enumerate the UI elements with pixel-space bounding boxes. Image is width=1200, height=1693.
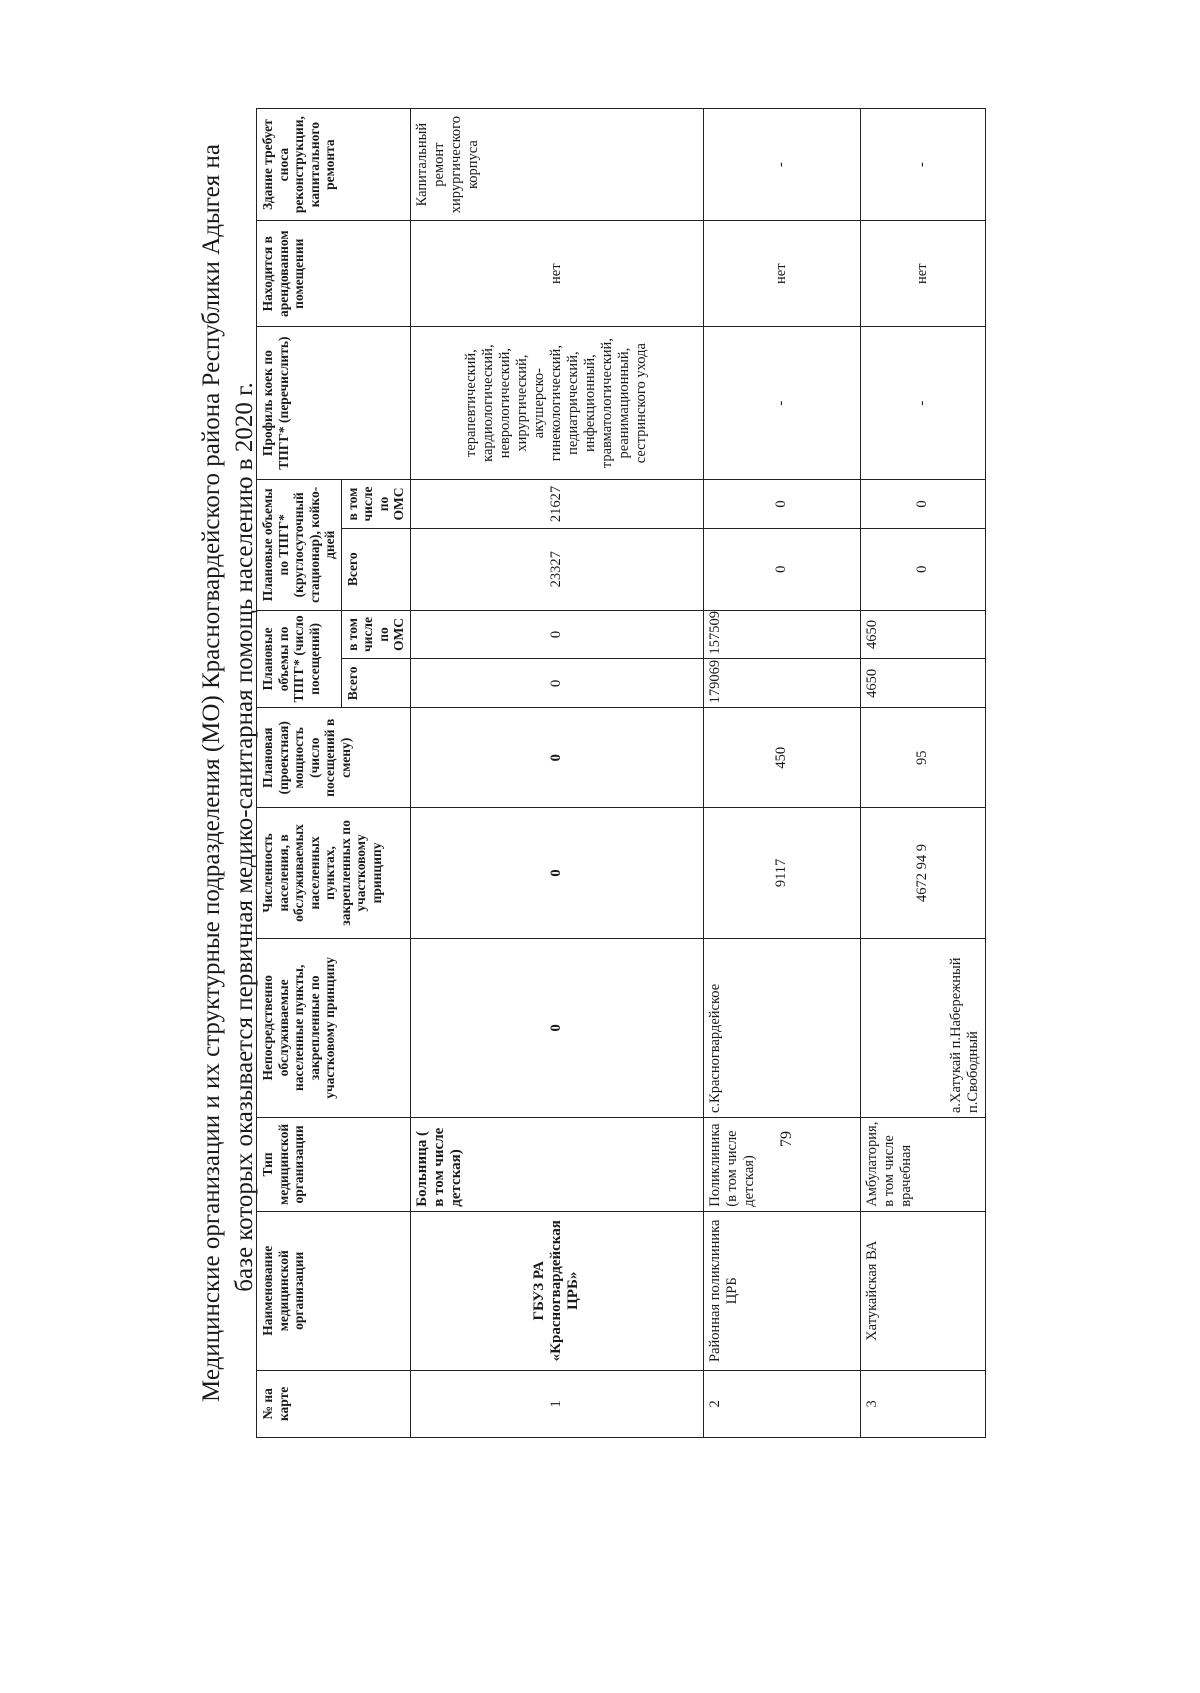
medical-organizations-table [256,108,986,1438]
cell-repair: - [860,109,985,221]
cell-name: Хатукайская ВА [860,1211,985,1370]
cell-capacity: 450 [703,708,860,808]
cell-visits-total: 4650 [860,659,985,708]
table-row [410,109,703,1438]
cell-num: 3 [860,1370,985,1437]
cell-profile: - [860,327,985,480]
title-line-1: Медицинские организации и их структурные подразделения (МО) Красногвардейского района Республики Адыгея на [198,144,225,1402]
cell-name: Районная поликлиника ЦРБ [703,1211,860,1370]
cell-beds-oms: 0 [860,480,985,529]
cell-beds-total: 23327 [410,528,703,610]
cell-visits-oms: 4650 [860,610,985,659]
header-num: № на карте [257,1370,411,1437]
header-visits-oms: в том числе по ОМС [341,610,410,659]
title-line-2: базе которых оказывается первичная медико-санитарная помощь населению в 2020 г. [231,382,258,1292]
header-visits-group: Плановые объемы по ТПГГ* (число посещений) [257,610,342,708]
header-row-1 [257,109,342,1438]
table-row [703,109,860,1438]
header-population: Численность населения, в обслуживаемых населенных пунктах, закрепленных по участковому принципу [257,808,411,938]
cell-visits-total: 0 [410,659,703,708]
cell-repair: - [703,109,860,221]
cell-beds-total: 0 [703,528,860,610]
header-beds-oms: в том числе по ОМС [341,480,410,529]
cell-type: Поликлиника (в том числе детская) [703,1118,860,1212]
cell-beds-total: 0 [860,528,985,610]
cell-visits-oms: 0 [410,610,703,659]
cell-name: ГБУЗ РА «Красногвардейская ЦРБ» [410,1211,703,1370]
header-capacity: Плановая (проектная) мощность (число посещений в смену) [257,708,411,808]
cell-population: 4672 94 9 [860,808,985,938]
rotated-page [0,30,1200,1670]
header-name: Наименование медицинской организации [257,1211,411,1370]
cell-repair: Капитальный ремонт хирургического корпуса [410,109,703,221]
cell-visits-total: 179069 [703,659,860,708]
cell-num: 1 [410,1370,703,1437]
cell-visits-oms: 157509 [703,610,860,659]
header-beds-total: Всего [341,528,410,610]
cell-type: Больница ( в том числе детская) [410,1118,703,1212]
cell-type: Амбулатория, в том числе врачебная [860,1118,985,1212]
page-number: 79 [778,1131,795,1147]
header-beds-group: Плановые объемы по ТПГГ* (круглосуточный стационар), койко-дней [257,480,342,610]
header-repair: Здание требует сноса реконструкции, капитального ремонта [257,109,411,221]
cell-beds-oms: 0 [703,480,860,529]
cell-settlements: а.Хатукай п.Набережный п.Свободный [860,938,985,1117]
cell-profile: терапевтический, кардиологический, неврологический, хирургический, акушерско-гинекологический, педиатрический, инфекционный, травматологический, реанимационный, сестринского ухода [410,327,703,480]
cell-capacity: 95 [860,708,985,808]
cell-settlements: 0 [410,938,703,1117]
header-type: Тип медицинской организации [257,1118,411,1212]
table-row [860,109,985,1438]
cell-population: 9117 [703,808,860,938]
cell-rented: нет [410,221,703,327]
cell-num: 2 [703,1370,860,1437]
cell-rented: нет [860,221,985,327]
cell-profile: - [703,327,860,480]
header-rented: Находится в арендованном помещении [257,221,411,327]
page-title [195,144,261,1402]
header-visits-total: Всего [341,659,410,708]
cell-settlements: с.Красногвардейское [703,938,860,1117]
header-profile: Профиль коек по ТПГГ* (перечислить) [257,327,411,480]
cell-population: 0 [410,808,703,938]
cell-capacity: 0 [410,708,703,808]
header-settlements: Непосредственно обслуживаемые населенные пункты, закрепленные по участковому принципу [257,938,411,1117]
cell-beds-oms: 21627 [410,480,703,529]
cell-rented: нет [703,221,860,327]
